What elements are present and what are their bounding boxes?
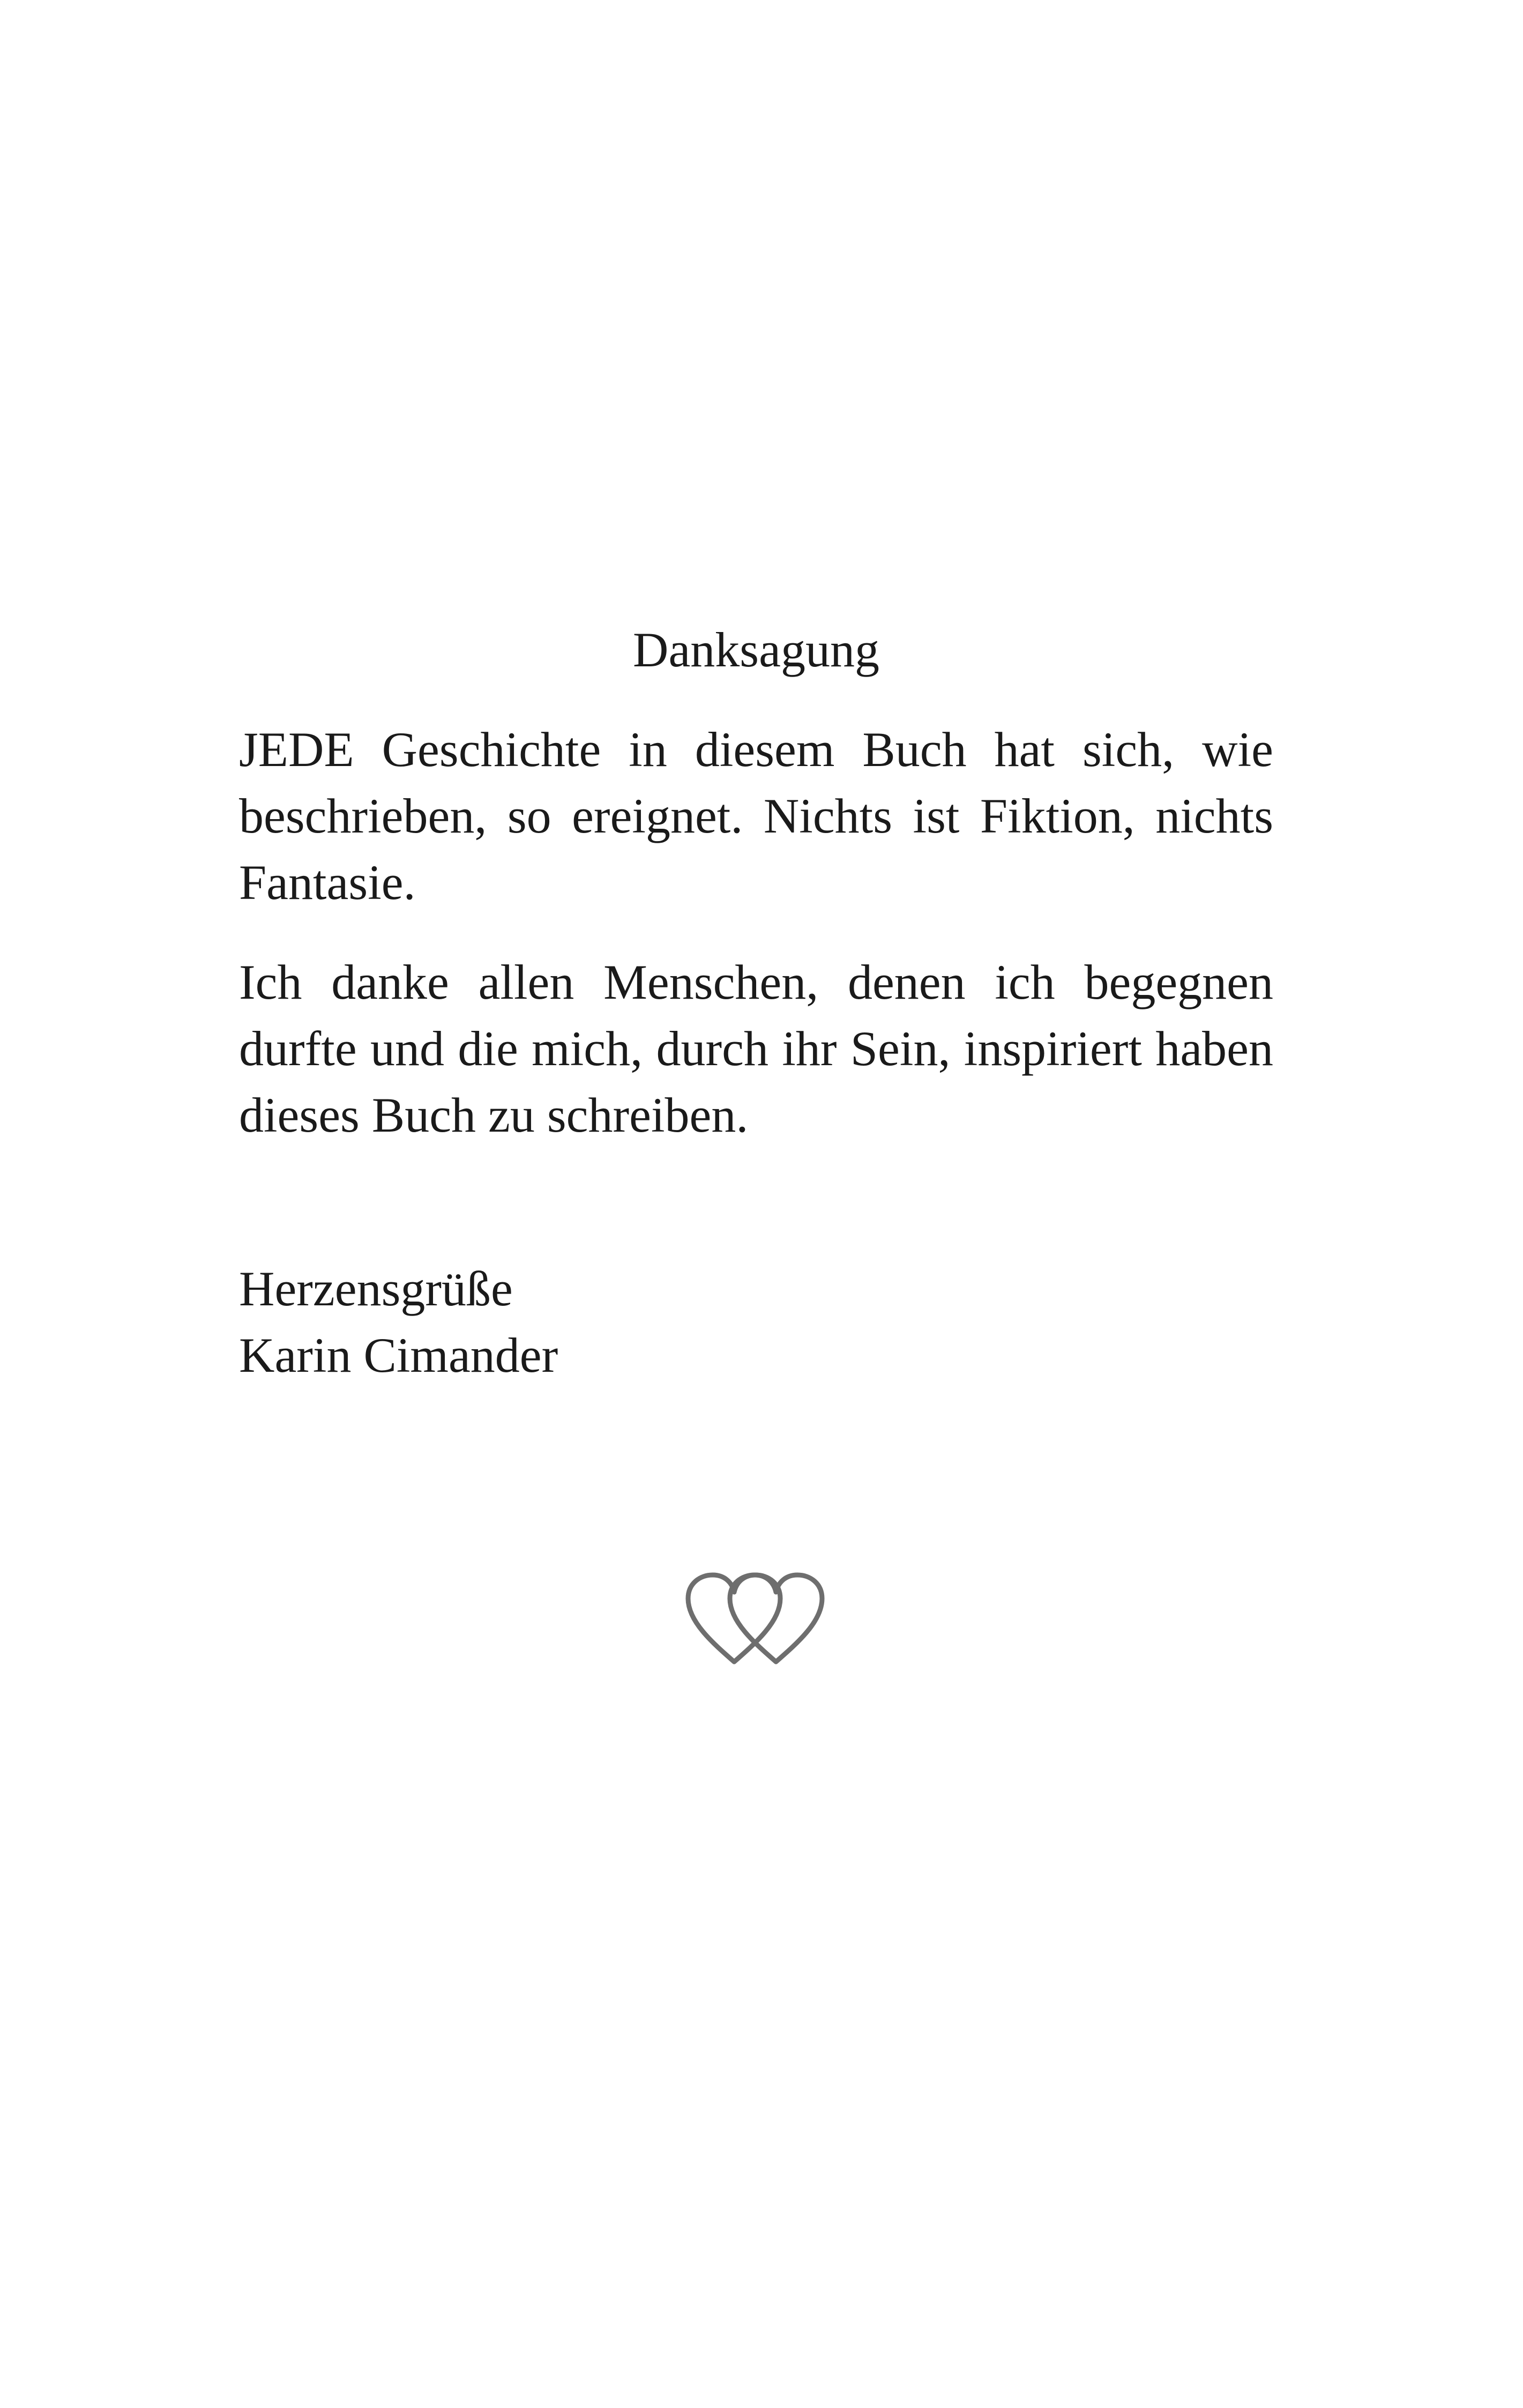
paragraph-story-truth: JEDE Geschichte in diesem Buch hat sich, wie beschrieben, so ereignet. Nichts ist Fiktion, nichts Fantasie.	[239, 722, 1273, 910]
author-name: Karin Cimander	[239, 1328, 558, 1383]
closing-signature	[239, 1255, 1273, 1388]
acknowledgement-section	[239, 616, 1273, 1388]
paragraph-thanks: Ich danke allen Menschen, denen ich begegnen durfte und die mich, durch ihr Sein, inspiriert haben dieses Buch zu schreiben.	[239, 955, 1273, 1142]
two-hearts-icon	[681, 1571, 831, 1673]
greeting-line: Herzensgrüße	[239, 1261, 513, 1316]
page-title: Danksagung	[633, 622, 879, 677]
